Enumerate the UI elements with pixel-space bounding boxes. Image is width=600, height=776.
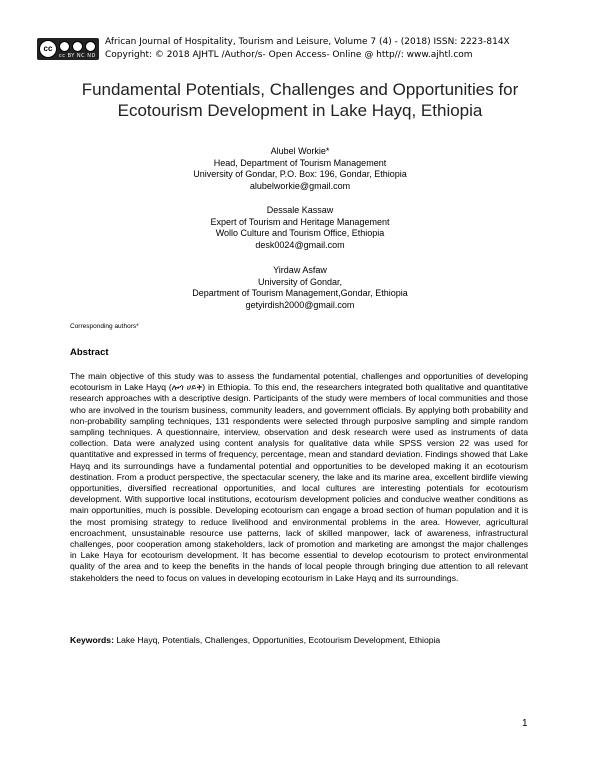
author-affiliation: Expert of Tourism and Heritage Management (210, 216, 390, 227)
author-email: alubelworkie@gmail.com (249, 180, 351, 191)
author-affiliation: Wollo Culture and Tourism Office, Ethiopia (215, 228, 385, 238)
license-badge-text: cc BY NC ND (59, 53, 96, 59)
page-number: 1 (522, 718, 528, 729)
title-line-1: Fundamental Potentials, Challenges and Opportunities for (81, 80, 519, 99)
journal-info (105, 36, 510, 62)
creative-commons-license-icon: cc cc BY NC ND (37, 38, 99, 60)
copyright-line: Copyright: © 2018 AJHTL /Author/s- Open Access- Online @ http//: www.ajhtl.com (105, 50, 473, 60)
author-affiliation: Department of Tourism Management,Gondar, Ethiopia (192, 288, 408, 298)
abstract-heading: Abstract (70, 347, 109, 358)
author-email: desk0024@gmail.com (255, 239, 345, 250)
author-block-1 (0, 146, 600, 192)
keywords-text: Lake Hayq, Potentials, Challenges, Opportunities, Ecotourism Development, Ethiopia (116, 635, 441, 645)
author-name: Alubel Workie* (270, 146, 330, 156)
keywords-label: Keywords: (70, 635, 114, 645)
author-name: Yirdaw Asfaw (273, 265, 327, 275)
page-header (37, 32, 567, 68)
author-email: getyirdish2000@gmail.com (245, 299, 355, 310)
corresponding-authors-note: Corresponding authors* (70, 323, 139, 330)
author-name: Dessale Kassaw (266, 205, 334, 215)
abstract-body: The main objective of this study was to assess the fundamental potential, challenges and opportunities of developing ecotourism in Lake Hayq (ሎጎ ሀይቅ) in Ethiopia. To this end, the researchers integrated both qualitative and quantitative research approaches with a descriptive design. Participants of the study were members of local communities and those who are involved in the tourism business, community leaders, and government officials. By applying both probability and non-probability sampling techniques, 131 respondents were selected through purposive sampling and simple random sampling techniques. A questionnaire, interview, observation and desk research were used as instruments of data collection. Data were analyzed using content analysis for qualitative data while SPSS version 22 was used for quantitative and expressed in terms of frequency, percentage, mean and standard deviation. Findings showed that Lake Hayq and its surroundings have a fundamental potential and opportunities to be developed making it an ecotourism destination. From a product perspective, the spectacular scenery, the lake and its marine area, excellent birdlife viewing opportunities, diversified recreational opportunities, and local cultures are interesting potentials for ecotourism development. With supportive local institutions, ecotourism development policies and conducive weather conditions as main opportunities, much is possible. Developing ecotourism can engage a broad section of human population and it is the most promising strategy to reduce livelihood and environmental problems in the area. However, agricultural encroachment, unsustainable resource use patterns, lack of skilled manpower, lack of awareness, infrastructural challenges, poor cooperation among stakeholders, lack of promotion and marketing are amongst the major challenges in Lake Haya for ecotourism development. It has become essential to develop ecotourism to protect environmental quality of the area and to keep the benefits in the hands of local people through bringing due attention to all relevant stakeholders the need to focus on values in developing ecotourism in Lake Hayq and its surroundings. (70, 371, 528, 583)
title-line-2: Ecotourism Development in Lake Hayq, Ethiopia (117, 101, 483, 120)
keywords-line (70, 635, 528, 645)
author-affiliation: Head, Department of Tourism Management (213, 157, 387, 168)
journal-line: African Journal of Hospitality, Tourism and Leisure, Volume 7 (4) - (2018) ISSN: 2223-814X (105, 37, 510, 47)
author-affiliation: University of Gondar, P.O. Box: 196, Gondar, Ethiopia (193, 169, 407, 179)
author-block-3 (0, 265, 600, 311)
author-affiliation: University of Gondar, (257, 276, 343, 287)
paper-title (40, 79, 560, 121)
author-block-2 (0, 205, 600, 251)
